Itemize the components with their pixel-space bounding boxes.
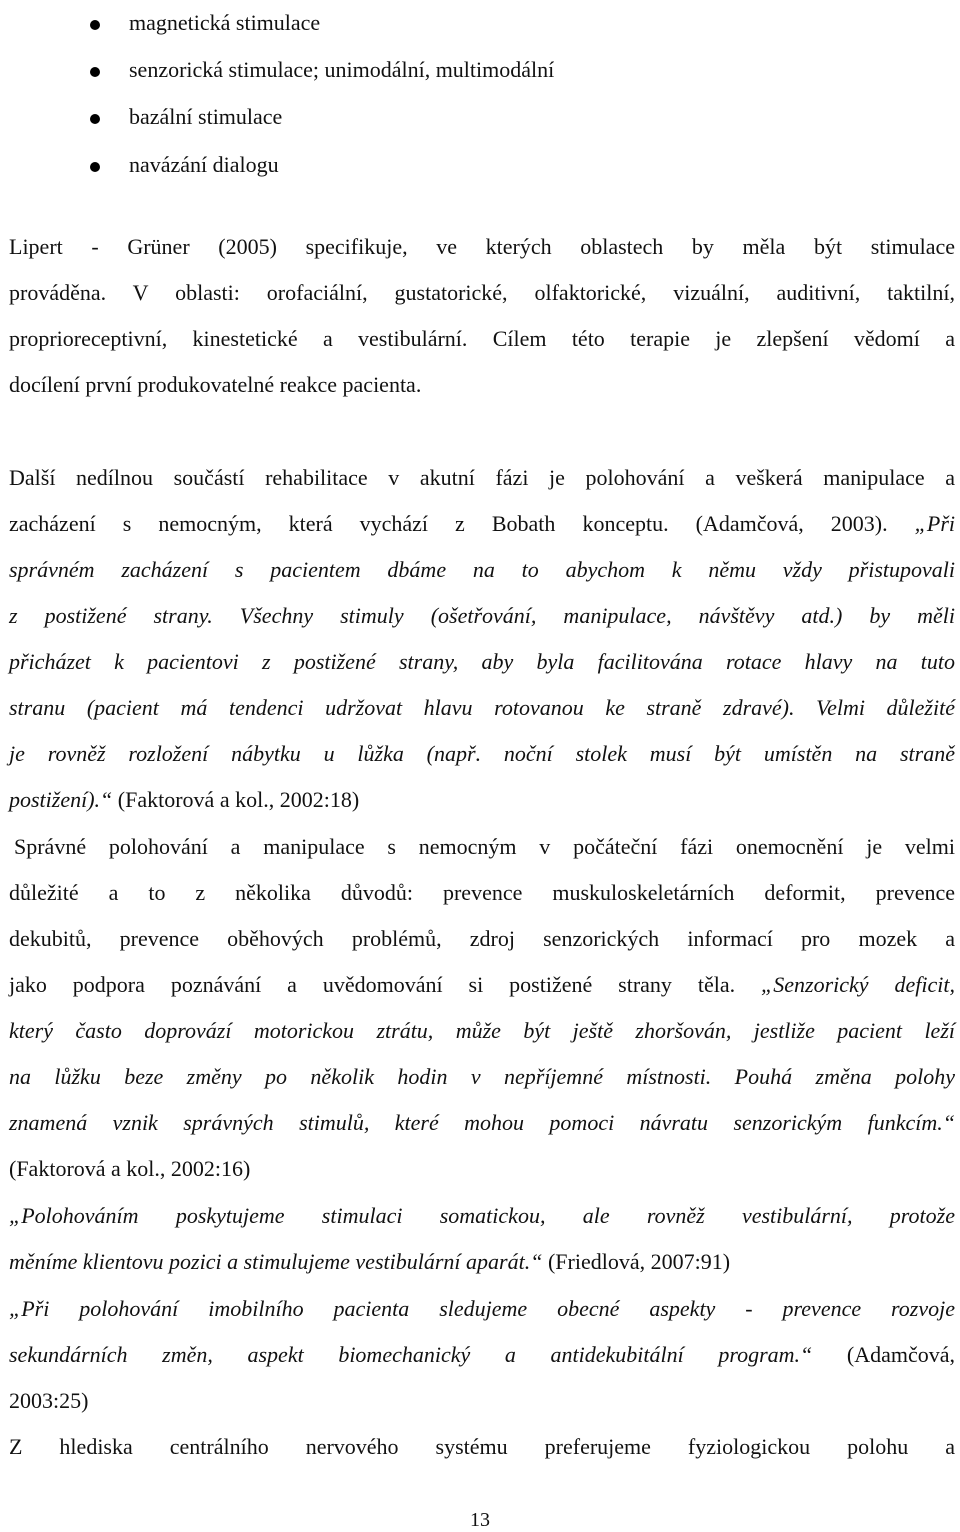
text-line: Lipert - Grüner (2005) specifikuje, ve kterých oblastech by měla být stimulace [9,234,955,259]
text-line: proprioreceptivní, kinestetické a vestibulární. Cílem této terapie je zlepšení vědomí a [9,326,955,351]
text-line: „Při polohování imobilního pacienta sledujeme obecné aspekty - prevence rozvoje [9,1296,955,1321]
text-line: důležité a to z několika důvodů: prevence muskuloskeletárních deformit, prevence [9,880,955,905]
bullet-icon [90,114,100,124]
text-line: je rovněž rozložení nábytku u lůžka (např. noční stolek musí být umístěn na straně [9,741,955,766]
list-item: magnetická stimulace [0,12,960,52]
text-line: docílení první produkovatelné reakce pacienta. [9,372,422,397]
text-line: z postižené strany. Všechny stimuly (ošetřování, manipulace, návštěvy atd.) by měli [9,603,955,628]
text-line: „Polohováním poskytujeme stimulaci somatickou, ale rovněž vestibulární, protože [9,1203,955,1228]
list-item: bazální stimulace [0,106,960,146]
text-line: Další nedílnou součástí rehabilitace v akutní fázi je polohování a veškerá manipulace a [9,465,955,490]
text-line: přicházet k pacientovi z postižené strany, aby byla facilitována rotace hlavy na tuto [9,649,955,674]
text-line: Správné polohování a manipulace s nemocným v počáteční fázi onemocnění je velmi [14,834,955,859]
bullet-icon [90,20,100,30]
list-item: senzorická stimulace; unimodální, multimodální [0,59,960,99]
text-line: stranu (pacient má tendenci udržovat hlavu rotovanou ke straně zdravé). Velmi důležité [9,695,955,720]
bullet-icon [90,67,100,77]
text-line: na lůžku beze změny po několik hodin v nepříjemné místnosti. Pouhá změna polohy [9,1064,955,1089]
text-line: (Faktorová a kol., 2002:16) [9,1156,251,1181]
list-item: navázání dialogu [0,154,960,194]
text-line: sekundárních změn, aspekt biomechanický a antidekubitální program.“ (Adamčová, [9,1342,956,1367]
page-number: 13 [470,1509,490,1531]
text-line: správném zacházení s pacientem dbáme na to abychom k němu vždy přistupovali [9,557,955,582]
text-line: měníme klientovu pozici a stimulujeme vestibulární aparát.“ (Friedlová, 2007:91) [9,1249,731,1274]
text-line: znamená vznik správných stimulů, které mohou pomoci návratu senzorickým funkcím.“ [9,1110,955,1135]
text-line: Z hlediska centrálního nervového systému preferujeme fyziologickou polohu a [9,1434,955,1459]
text-line: dekubitů, prevence oběhových problémů, zdroj senzorických informací pro mozek a [9,926,955,951]
text-line: který často doprovází motorickou ztrátu, může být ještě zhoršován, jestliže pacient leží [9,1018,955,1043]
text-line: zacházení s nemocným, která vychází z Bobath konceptu. (Adamčová, 2003). „Při [9,511,955,536]
bullet-icon [90,162,100,172]
text-line: jako podpora poznávání a uvědomování si postižené strany těla. „Senzorický deficit, [9,972,955,997]
text-line: 2003:25) [9,1388,89,1413]
text-line: prováděna. V oblasti: orofaciální, gustatorické, olfaktorické, vizuální, auditivní, taktilní, [9,280,955,305]
text-line: postižení).“ (Faktorová a kol., 2002:18) [9,787,360,812]
